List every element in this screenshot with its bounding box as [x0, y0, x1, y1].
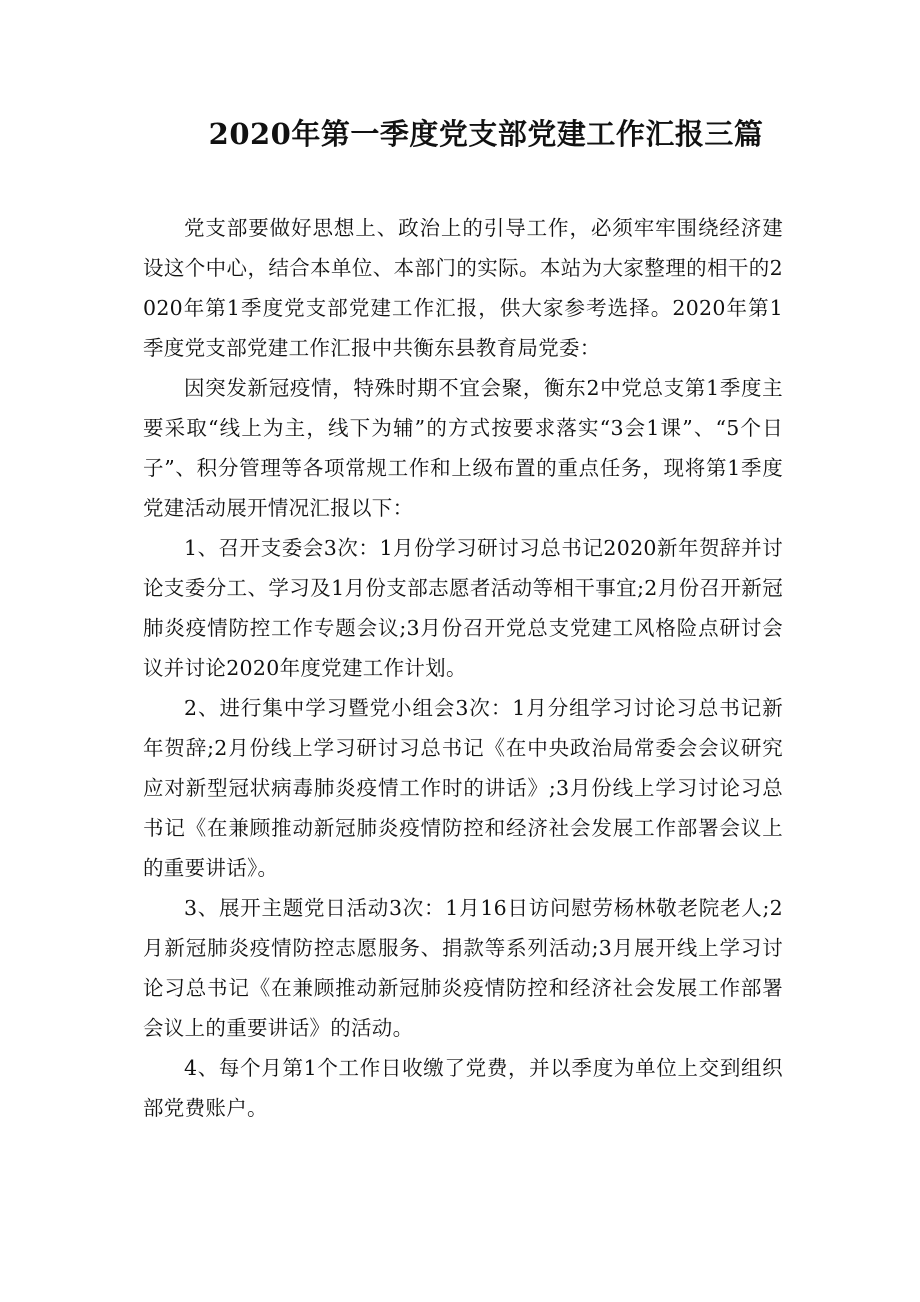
document-body: [143, 208, 783, 1128]
document-title: 2020年第一季度党支部党建工作汇报三篇: [208, 117, 764, 151]
paragraph-overview: 因突发新冠疫情，特殊时期不宜会聚，衡东2中党总支第1季度主要采取“线上为主，线下为辅”的方式按要求落实“3会1课”、“5个日子”、积分管理等各项常规工作和上级布置的重点任务，现将第1季度党建活动展开情况汇报以下：: [143, 376, 783, 520]
paragraph-item-2: 2、进行集中学习暨党小组会3次：1月分组学习讨论习总书记新年贺辞;2月份线上学习研讨习总书记《在中央政治局常委会会议研究应对新型冠状病毒肺炎疫情工作时的讲话》;3月份线上学习讨论习总书记《在兼顾推动新冠肺炎疫情防控和经济社会发展工作部署会议上的重要讲话》。: [143, 696, 783, 880]
paragraph-item-1: 1、召开支委会3次：1月份学习研讨习总书记2020新年贺辞并讨论支委分工、学习及1月份支部志愿者活动等相干事宜;2月份召开新冠肺炎疫情防控工作专题会议;3月份召开党总支党建工风格险点研讨会议并讨论2020年度党建工作计划。: [143, 536, 783, 680]
paragraph-intro: 党支部要做好思想上、政治上的引导工作，必须牢牢围绕经济建设这个中心，结合本单位、本部门的实际。本站为大家整理的相干的2020年第1季度党支部党建工作汇报，供大家参考选择。2020年第1季度党支部党建工作汇报中共衡东县教育局党委：: [143, 216, 783, 360]
paragraph-item-4: 4、每个月第1个工作日收缴了党费，并以季度为单位上交到组织部党费账户。: [143, 1056, 783, 1120]
paragraph-item-3: 3、展开主题党日活动3次：1月16日访问慰劳杨林敬老院老人;2月新冠肺炎疫情防控志愿服务、捐款等系列活动;3月展开线上学习讨论习总书记《在兼顾推动新冠肺炎疫情防控和经济社会发展工作部署会议上的重要讲话》的活动。: [143, 896, 783, 1040]
